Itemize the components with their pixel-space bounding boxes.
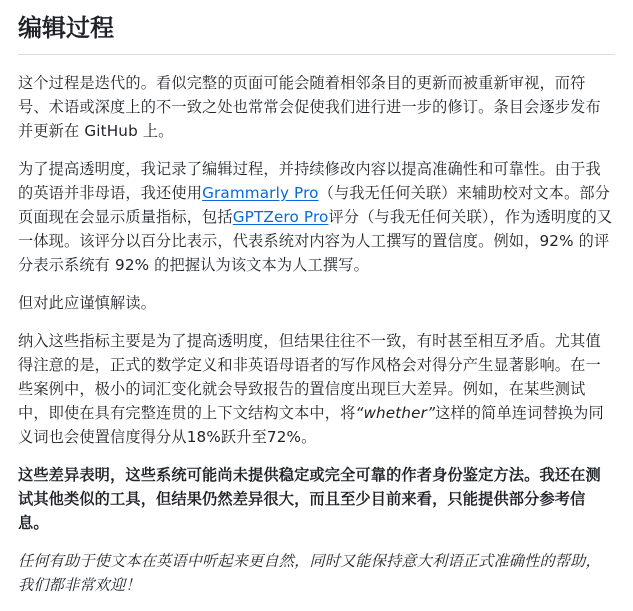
paragraph-text: 纳入这些指标主要是为了提高透明度，但结果往往不一致，有时甚至相互矛盾。尤其值得注意的是，正式的数学定义和非英语母语者的写作风格会对得分产生显著影响。在一些案例中，极小的词汇变化就会导致报告的置信度出现巨大差异。例如，在某些测试中，即使在具有完整连贯的上下文结构文本中，将 [18, 332, 601, 422]
paragraph-help-request: 任何有助于使文本在英语中听起来更自然，同时又能保持意大利语正式准确性的帮助，我们都非常欢迎！ [18, 552, 601, 594]
document-body [18, 0, 615, 611]
paragraph-transparency [18, 157, 615, 277]
whether-emphasis: “whether” [355, 404, 436, 422]
paragraph-text: （与我无任何关联）来辅助校对文本。部分页面现在会显示质量指标，包括 [18, 184, 611, 226]
heading-divider [18, 54, 615, 55]
paragraph-caution: 但对此应谨慎解读。 [18, 294, 157, 312]
paragraph-metrics-inconsistency [18, 329, 615, 449]
paragraph-text: 为了提高透明度，我记录了编辑过程，并持续修改内容以提高准确性和可靠性。由于我的英语并非母语，我还使用 [18, 160, 601, 202]
section-heading: 编辑过程 [18, 14, 114, 42]
paragraph-iterative-process: 这个过程是迭代的。看似完整的页面可能会随着相邻条目的更新而被重新审视，而符号、术语或深度上的不一致之处也常常会促使我们进行进一步的修订。条目会逐步发布并更新在 GitHub 上。 [18, 74, 601, 140]
paragraph-text: 评分（与我无任何关联），作为透明度的又一体现。该评分以百分比表示，代表系统对内容为人工撰写的置信度。例如，92% 的评分表示系统有 92% 的把握认为该文本为人工撰写。 [18, 208, 613, 274]
grammarly-pro-link[interactable]: Grammarly Pro [202, 184, 319, 202]
paragraph-text: 这样的简单连词替换为同义词也会使置信度得分从18%跃升至72%。 [18, 404, 604, 446]
paragraph-bold-conclusion: 这些差异表明，这些系统可能尚未提供稳定或完全可靠的作者身份鉴定方法。我还在测试其他类似的工具，但结果仍然差异很大，而且至少目前来看，只能提供部分参考信息。 [18, 466, 601, 532]
gptzero-pro-link[interactable]: GPTZero Pro [232, 208, 329, 226]
